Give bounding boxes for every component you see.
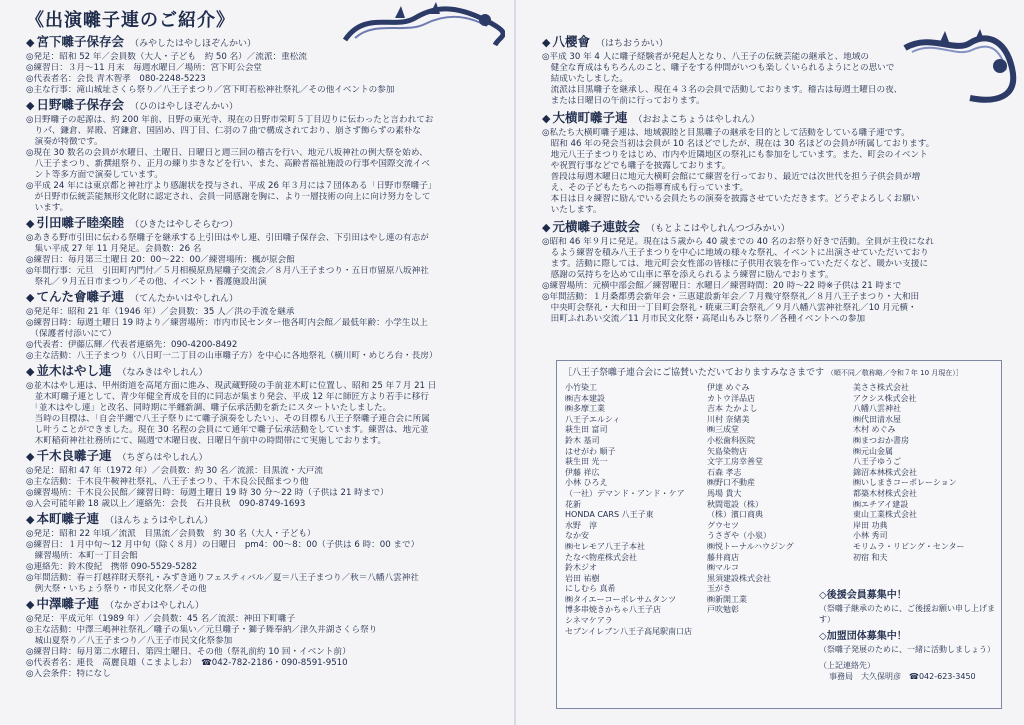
diamond-bullet-icon: ◆ (26, 365, 35, 378)
sponsor-name: ㈱セレモア八王子本社 (565, 541, 645, 551)
group-detail-line: ◎連絡先：鈴木俊紀 携帯 090-5529-5282 (26, 562, 198, 572)
group-detail-line: ◎練習日：１月中旬～12 月中旬（除く８月）の日曜日 pm4：00～8：00（子供は 6 時：00 まで） (26, 540, 420, 550)
group-reading: （もとよこはやしれんつづみかい） (645, 224, 790, 234)
sponsor-name: 小林 秀司 (853, 531, 888, 541)
recruit-panel (819, 589, 995, 682)
group-detail-line: 並木町囃子連として、青少年健全育成を目的に同志が集まり発会、平成 12 年に師匠方より若手に移行 (26, 392, 429, 402)
sponsor-name: ㈱エチアイ建設 (853, 499, 909, 509)
sponsor-name: カトウ洋品店 (707, 393, 755, 403)
group-detail-line: 演奏が特徴です。 (26, 137, 103, 147)
group-detail-line: 集い平成 27 年 11 月発足。会員数：26 名 (26, 244, 202, 254)
group-heading (26, 34, 510, 52)
sponsor-name: 錦沼本林株式会社 (853, 467, 917, 477)
group-detail-line: 祭礼／９月五日市まつり／その他、イベント・養護施設出演 (26, 277, 267, 287)
group-heading (26, 511, 510, 529)
group-reading: （ちぎらはやしれん） (117, 453, 208, 463)
group-reading: （なかざわはやしれん） (104, 601, 204, 611)
group-recruit-note: （祭囃子発展のために、一緒に活動しましょう） (819, 645, 995, 654)
sponsor-name: 玉がき (707, 584, 731, 594)
supporter-recruit-note: （祭囃子継承のために、ご後援お願い申し上げます） (819, 604, 995, 624)
group-section (542, 34, 1012, 107)
group-heading (542, 34, 1012, 52)
sponsor-name: 八王子エルシィ (565, 414, 621, 424)
sponsor-name: HONDA CARS 八王子東 (565, 510, 654, 520)
sponsor-name: はせがわ 順子 (565, 446, 616, 456)
sponsor-name: セブンイレブン八王子高尾駅南口店 (565, 626, 692, 636)
group-detail-line: ◎昭和 46 年９月に発足。現在は５歳から 40 歳までの 40 名のお祭り好きで活動。全員が主役になれ (542, 237, 934, 247)
group-detail-line: 練習場所：本町一丁目会館 (26, 551, 138, 561)
group-detail-line: るよう練習を積み八王子まつりを中心に地域の様々な祭礼、イベントに出演させていただいており (542, 248, 929, 258)
group-detail-line: ◎主な活動：千木良牛鞍神社祭礼、八王子まつり、千木良公民館まつり他 (26, 477, 309, 487)
group-name: てんた會囃子連 (36, 289, 124, 304)
group-name: 元横囃子連鼓会 (552, 219, 640, 234)
group-heading (26, 448, 510, 466)
group-detail-line: ◎練習場所：千木良公民館／練習日時：毎週土曜日 19 時 30 分～22 時（子供は 21 時まで） (26, 488, 389, 498)
sponsor-name: 萩生田 光一 (565, 457, 608, 467)
group-reading: （てんたかいはやしれん） (129, 294, 238, 304)
group-detail-line: 木町稲荷神社社務所にて、隔週で木曜日夜、日曜日午前中の時間帯にて実施しております。 (26, 436, 387, 446)
group-section (26, 363, 510, 447)
group-detail-line: ◎入会可能年齢 18 歳以上／連絡先：会長 石井良秋 090-8749-1693 (26, 499, 306, 509)
group-section (542, 110, 1012, 216)
group-detail-line: ◎練習日：３月～11 月末 毎週水曜日／場所：宮下町公会堂 (26, 63, 263, 73)
group-section (26, 511, 510, 595)
group-detail-line: 城山夏祭り／八王子まつり／八王子市民文化祭参加 (26, 636, 233, 646)
group-section (26, 448, 510, 510)
group-reading: （おおよこちょうはやしれん） (633, 115, 760, 125)
sponsor-name: （株）濱口商典 (707, 510, 763, 520)
right-sections (542, 34, 1012, 328)
sponsor-name: 小林 ひろえ (565, 478, 608, 488)
group-heading (26, 289, 510, 307)
group-reading: （はちおうかい） (595, 39, 668, 49)
group-detail-line: ント等多方面で演奏しています。 (26, 170, 163, 180)
group-name: 宮下囃子保存会 (36, 34, 124, 49)
group-recruit-title: ◇加盟団体募集中！ (819, 631, 907, 642)
diamond-bullet-icon: ◆ (26, 36, 35, 49)
sponsor-header-note: （順不同／敬称略／令和７年 10 月現在）］ (826, 369, 963, 377)
sponsor-name: ㈱まつおか書房 (853, 435, 909, 445)
group-detail-line: 普段は毎週木曜日に地元大横町会館にて練習を行っており、最近では次世代を担う子供会員が増 (542, 172, 921, 182)
group-name: 中澤囃子連 (36, 596, 99, 611)
group-detail-line: 例大祭・いちょう祭り・市民文化祭／その他 (26, 584, 207, 594)
group-section (26, 596, 510, 680)
group-section (26, 97, 510, 214)
group-detail-line: が日野市伝統芸能無形文化財に認定され、会員一同感謝を胸に、より一層技術の向上に向け努力をして (26, 192, 431, 202)
sponsor-name: グウセツ (707, 520, 739, 530)
sponsor-name: 伊達 めぐみ (707, 383, 750, 392)
sponsor-name: ㈱悦トーナルハウジング (707, 541, 794, 551)
page-title: 《出演囃子連のご紹介》 (26, 10, 235, 31)
group-name: 日野囃子保存会 (36, 97, 124, 112)
group-detail-line: え、その子どもたちへの指導育成も行っています。 (542, 183, 749, 193)
group-reading: （ひのはやしほぞんかい） (129, 102, 238, 112)
sponsor-name: シネマケアラ (565, 616, 613, 626)
group-detail-line: ◎主な行事：滝山城址さくら祭り／八王子まつり／宮下町若松神社祭礼／その他イベントの参加 (26, 85, 395, 95)
sponsor-name: 秋間電設（株） (707, 499, 763, 509)
sponsor-header-text: ［八王子祭囃子連合会にご協賛いただいておりますみなさまです (563, 368, 825, 378)
group-detail-line: ◎あきる野市引田に伝わる祭囃子を継承する上引田はやし連、引田囃子保存会、下引田はやし連の有志が (26, 233, 429, 243)
group-heading (26, 97, 510, 115)
diamond-bullet-icon: ◆ (26, 513, 35, 526)
group-detail-line: りバ゙、鎌倉、昇殿、宮鎌倉、国固め、四丁目、仁羽の７曲で構成されており、崩さず飾らずの素朴な (26, 126, 421, 136)
group-detail-line: ◎代表者名：会長 青木智孝 080-2248-5223 (26, 74, 206, 84)
group-detail-line: ◎平成 24 年には東京都と神社庁より感謝状を授与され、平成 26 年３月には７団体ある「日野市祭囃子」 (26, 181, 437, 191)
group-name: 八櫻會 (552, 34, 590, 49)
sponsor-column-3 (853, 383, 965, 563)
sponsor-name: ㈱代田清水屋 (853, 414, 901, 424)
group-section (26, 34, 510, 96)
sponsor-name: 東山工業株式会社 (853, 510, 917, 520)
sponsor-name: モリムラ・リビング・センター (853, 541, 965, 551)
group-detail-line: ◎練習日：毎月第三土曜日 20：00～22：00／練習場所：楓が原会館 (26, 255, 295, 265)
sponsor-name: 初宿 和夫 (853, 552, 888, 562)
sponsor-name: ㈱新開工業 (707, 594, 747, 604)
sponsor-name: アクシス株式会社 (853, 393, 917, 403)
page-fold (514, 0, 516, 725)
group-detail-line: 地元八王子まつりをはじめ、市内や近隣地区の祭礼にも参加をしています。また、町会のイベント (542, 150, 928, 160)
sponsor-name: うさぎや（小泉） (707, 531, 771, 541)
sponsor-name: 萩生田 富司 (565, 425, 608, 435)
diamond-bullet-icon: ◆ (26, 217, 35, 230)
diamond-bullet-icon: ◆ (26, 450, 35, 463)
sponsor-name: 石森 孝志 (707, 467, 742, 477)
sponsor-name: 川村 奈緒美 (707, 414, 750, 424)
diamond-bullet-icon: ◆ (26, 99, 35, 112)
sponsor-name: 鈴木 基司 (565, 435, 600, 445)
left-sections (26, 34, 510, 681)
group-detail-line: 中央町会祭礼・大和田一丁目町会祭礼・暁東三町会祭礼／９月八幡八雲神社祭礼／10 月元横・ (542, 303, 917, 313)
sponsor-name: 伊藤 祥広 (565, 467, 600, 477)
group-detail-line: ◎練習場所：元横中部会館／練習曜日：水曜日／練習時間：20 時～22 時※子供は 21 時まで (542, 281, 902, 291)
sponsor-name: 八幡八雲神社 (853, 404, 901, 414)
group-section (26, 215, 510, 288)
group-detail-line: や祝賀行事などでも囃子を披露しております。 (542, 161, 731, 171)
sponsor-name: 黒須建設株式会社 (707, 573, 771, 583)
left-column (8, 0, 508, 725)
group-detail-line: ◎発足：平成元年（1989 年）／会員数：45 名／流派：神田下町囃子 (26, 614, 296, 624)
contact-label: （上記連絡先） (819, 661, 875, 670)
group-detail-line: または日曜日の午前に行っております。 (542, 96, 705, 106)
group-detail-line: いたします。 (542, 205, 602, 215)
group-detail-line: ◎現在 30 数名の会員が水曜日、土曜日、日曜日と週三回の稽古を行い、地元八坂神社の例大祭を始め、 (26, 148, 428, 158)
group-detail-line: ◎発足：昭和 22 年頃／流派 目黒流／会員数 約 30 名（大人・子ども） (26, 529, 316, 539)
group-detail-line: 流派は目黒囃子を継承し、現在４３名の会員で活動しております。稽古は毎週土曜日の夜、 (542, 85, 903, 95)
sponsor-name: ㈱多摩工業 (565, 404, 605, 414)
sponsor-name: 岩田 祐樹 (565, 573, 600, 583)
sponsor-name: 藤井商店 (707, 552, 739, 562)
sponsor-name: ㈱吉本建設 (565, 393, 605, 403)
group-heading (26, 215, 510, 233)
sponsor-name: ㈱三成堂 (707, 425, 739, 435)
sponsor-name: 八王子ゆうご (853, 457, 901, 467)
group-name: 大横町囃子連 (552, 110, 628, 125)
group-detail-line: し叶うことができました。現在 30 名程の会員にて通年で囃子伝承活動をしています。練習は、地元並 (26, 425, 429, 435)
diamond-bullet-icon: ◆ (542, 36, 551, 49)
group-detail-line: ◎発足年：昭和 21 年（1946 年）／会員数：35 人／洪の手流を継承 (26, 307, 295, 317)
group-name: 千木良囃子連 (36, 448, 112, 463)
group-detail-line: ◎平成 30 年 4 人に囃子経験者が発起人となり、八王子の伝統芸能の継承と、地域の (542, 52, 870, 62)
sponsor-name: 戸吹勉彰 (707, 605, 739, 615)
group-detail-line: ます。活動に際しては、地元町会女性部の皆様に子供用衣装を作っていただくなど、暖かい支援に (542, 259, 929, 269)
group-detail-line: ◎年間行事：元旦 引田町内門付／５月相模原鳥屋囃子交流会／８月八王子まつり・五日市留原八坂神社 (26, 266, 429, 276)
group-detail-line: ◎年間活動：１月桑都勇会新年会・三恵建設新年会／７月幾守祭祭礼／８月八王子まつり・大和田 (542, 292, 920, 302)
sponsor-name: 都築木材株式会社 (853, 488, 917, 498)
group-name: 並木はやし連 (36, 363, 112, 378)
group-detail-line: ◎入会条件：特になし (26, 669, 111, 679)
group-section (26, 289, 510, 362)
group-heading (26, 596, 510, 614)
diamond-bullet-icon: ◆ (26, 291, 35, 304)
group-detail-line: 昭和 46 年の発会当初は会員が 10 名ほどでしたが、現在は 30 名ほどの会員が所属しております。 (542, 139, 935, 149)
sponsor-box-header (563, 365, 963, 378)
sponsor-name: なか安 (565, 531, 589, 541)
group-name: 本町囃子連 (36, 511, 99, 526)
contact-line: 事務局 大久保明彦 ☎042-623-3450 (829, 672, 976, 681)
group-detail-line: ◎発足：昭和 47 年（1972 年）／会員数：約 30 名／流派：目黒流・大戸流 (26, 466, 323, 476)
sponsor-name: 文字工房幸善堂 (707, 457, 763, 467)
group-detail-line: います。 (26, 203, 69, 213)
group-detail-line: 八王子まつり、新撰組祭り、正月の練り歩きなどを行い、また、高齢者福祉施設の行事や国際交流イベ (26, 159, 430, 169)
sponsor-name: ㈱タイエーコーポレサムタンツ (565, 594, 677, 604)
sponsor-name: ㈱元山金属 (853, 446, 893, 456)
sponsor-name: 木村 めぐみ (853, 425, 896, 435)
sponsor-name: ㈱マルコ (707, 563, 739, 573)
sponsor-column-2 (707, 383, 794, 616)
group-detail-line: 本日は日々練習に励んでいる会員たちの演奏を披露させていただきます。どうぞよろしくお願い (542, 194, 920, 204)
supporter-recruit-title: ◇後援会員募集中！ (819, 590, 907, 601)
group-heading (542, 219, 1012, 237)
group-detail-line: 結成いたしました。 (542, 74, 628, 84)
group-detail-line: ◎主な活動：八王子まつり（八日町一二丁目の山車囃子方）を中心に各地祭礼（横川町・めじろ台・長房） (26, 351, 438, 361)
group-heading (542, 110, 1012, 128)
diamond-bullet-icon: ◆ (542, 112, 551, 125)
group-detail-line: ◎練習日時：毎週土曜日 19 時より／練習場所：市内市民センター他各町内会館／最低年齢：小学生以上 (26, 318, 428, 328)
sponsor-name: 博多串焼きかちゃ八王子店 (565, 605, 661, 615)
sponsor-name: 小竹染工 (565, 383, 597, 392)
diamond-bullet-icon: ◆ (26, 598, 35, 611)
group-detail-line: ◎並木はやし連は、甲州街道を高尾方面に進み、現武蔵野陵の手前並木町に位置し、昭和 25 年７月 21 日 (26, 381, 437, 391)
group-reading: （ひきたはやしそらむつ） (129, 220, 238, 230)
sponsor-name: 馬場 貴大 (707, 488, 742, 498)
sponsor-name: 小松歯科医院 (707, 435, 755, 445)
sponsor-name: ㈱いしまきコーポレーション (853, 478, 957, 488)
group-detail-line: 健全な育成はもちろんのこと、囃子をする仲間がいつも楽しくいられるようにとの思いで (542, 63, 895, 73)
sponsor-name: 美ささ株式会社 (853, 383, 909, 392)
group-detail-line: （保護者付添いにて） (26, 329, 117, 339)
group-heading (26, 363, 510, 381)
group-detail-line: ◎発足：昭和 52 年／会員数（大人・子ども 約 50 名）／流派：重松流 (26, 52, 307, 62)
group-detail-line: ◎練習日時：毎月第二水曜日、第四土曜日、その他（祭礼前約 10 回・イベント前） (26, 647, 351, 657)
group-detail-line: ◎主な活動：中澤三嶋神社祭礼／囃子の集い／元旦囃子・獅子舞奉納／津久井湖さくら祭り (26, 625, 378, 635)
sponsor-name: （一社）デマンド・アンド・ケア (565, 488, 685, 498)
sponsor-name: たなべ物産株式会社 (565, 552, 637, 562)
group-detail-line: ◎日野囃子の起源は、約 200 年前、日野の東光寺、現在の日野市栄町５丁目辺りに伝わったと言われてお (26, 115, 434, 125)
group-detail-line: ◎私たち大横町囃子連は、地域親睦と目黒囃子の継承を目的として活動をしている囃子連です。 (542, 128, 910, 138)
diamond-bullet-icon: ◆ (542, 221, 551, 234)
group-reading: （ほんちょうはやしれん） (104, 516, 213, 526)
sponsor-name: 鈴木ジオ (565, 563, 597, 573)
group-reading: （なみきはやしれん） (117, 368, 208, 378)
group-detail-line: 感謝の気持ちを込めて山車に華を添えられるよう練習に励んでおります。 (542, 270, 834, 280)
sponsor-column-1 (565, 383, 692, 637)
sponsor-box (556, 360, 1002, 709)
sponsor-name: 吉本 たかよし (707, 404, 758, 414)
group-detail-line: 「並木はやし連」と改名、同時期に半纏新調、囃子伝承活動を新たにスタートいたしました。 (26, 403, 392, 413)
group-detail-line: ◎代表者：伊藤広輝／代表者連絡先：090-4200-8492 (26, 340, 238, 350)
sponsor-name: 矢島染物店 (707, 446, 747, 456)
sponsor-name: にしむら 真希 (565, 584, 616, 594)
group-section (542, 219, 1012, 325)
group-detail-line: 田町ふれあい交流／11 月市民文化祭・高尾山もみじ祭り／各種イベントへの参加 (542, 314, 866, 324)
group-detail-line: ◎年間活動：春＝打越祥財天祭礼・みずき通りフェスティバル／夏＝八王子まつり／秋＝八幡八雲神社 (26, 573, 419, 583)
sponsor-name: ㈱野口不動産 (707, 478, 755, 488)
group-reading: （みやしたはやしほぞんかい） (129, 39, 256, 49)
sponsor-name: 水野 淳 (565, 520, 597, 530)
sponsor-name: 岸田 功典 (853, 520, 888, 530)
group-detail-line: 当時の目標は、「自会半纏で八王子祭りにて囃子演奏をしたい」、その目標も八王子祭囃子連合会に所属 (26, 414, 430, 424)
group-detail-line: ◎代表者名：連長 高麗良雄（こまよしお） ☎042-782-2186・090-8591-9510 (26, 658, 348, 668)
sponsor-name: 花新 (565, 499, 581, 509)
group-name: 引田囃子睦楽睦 (36, 215, 124, 230)
